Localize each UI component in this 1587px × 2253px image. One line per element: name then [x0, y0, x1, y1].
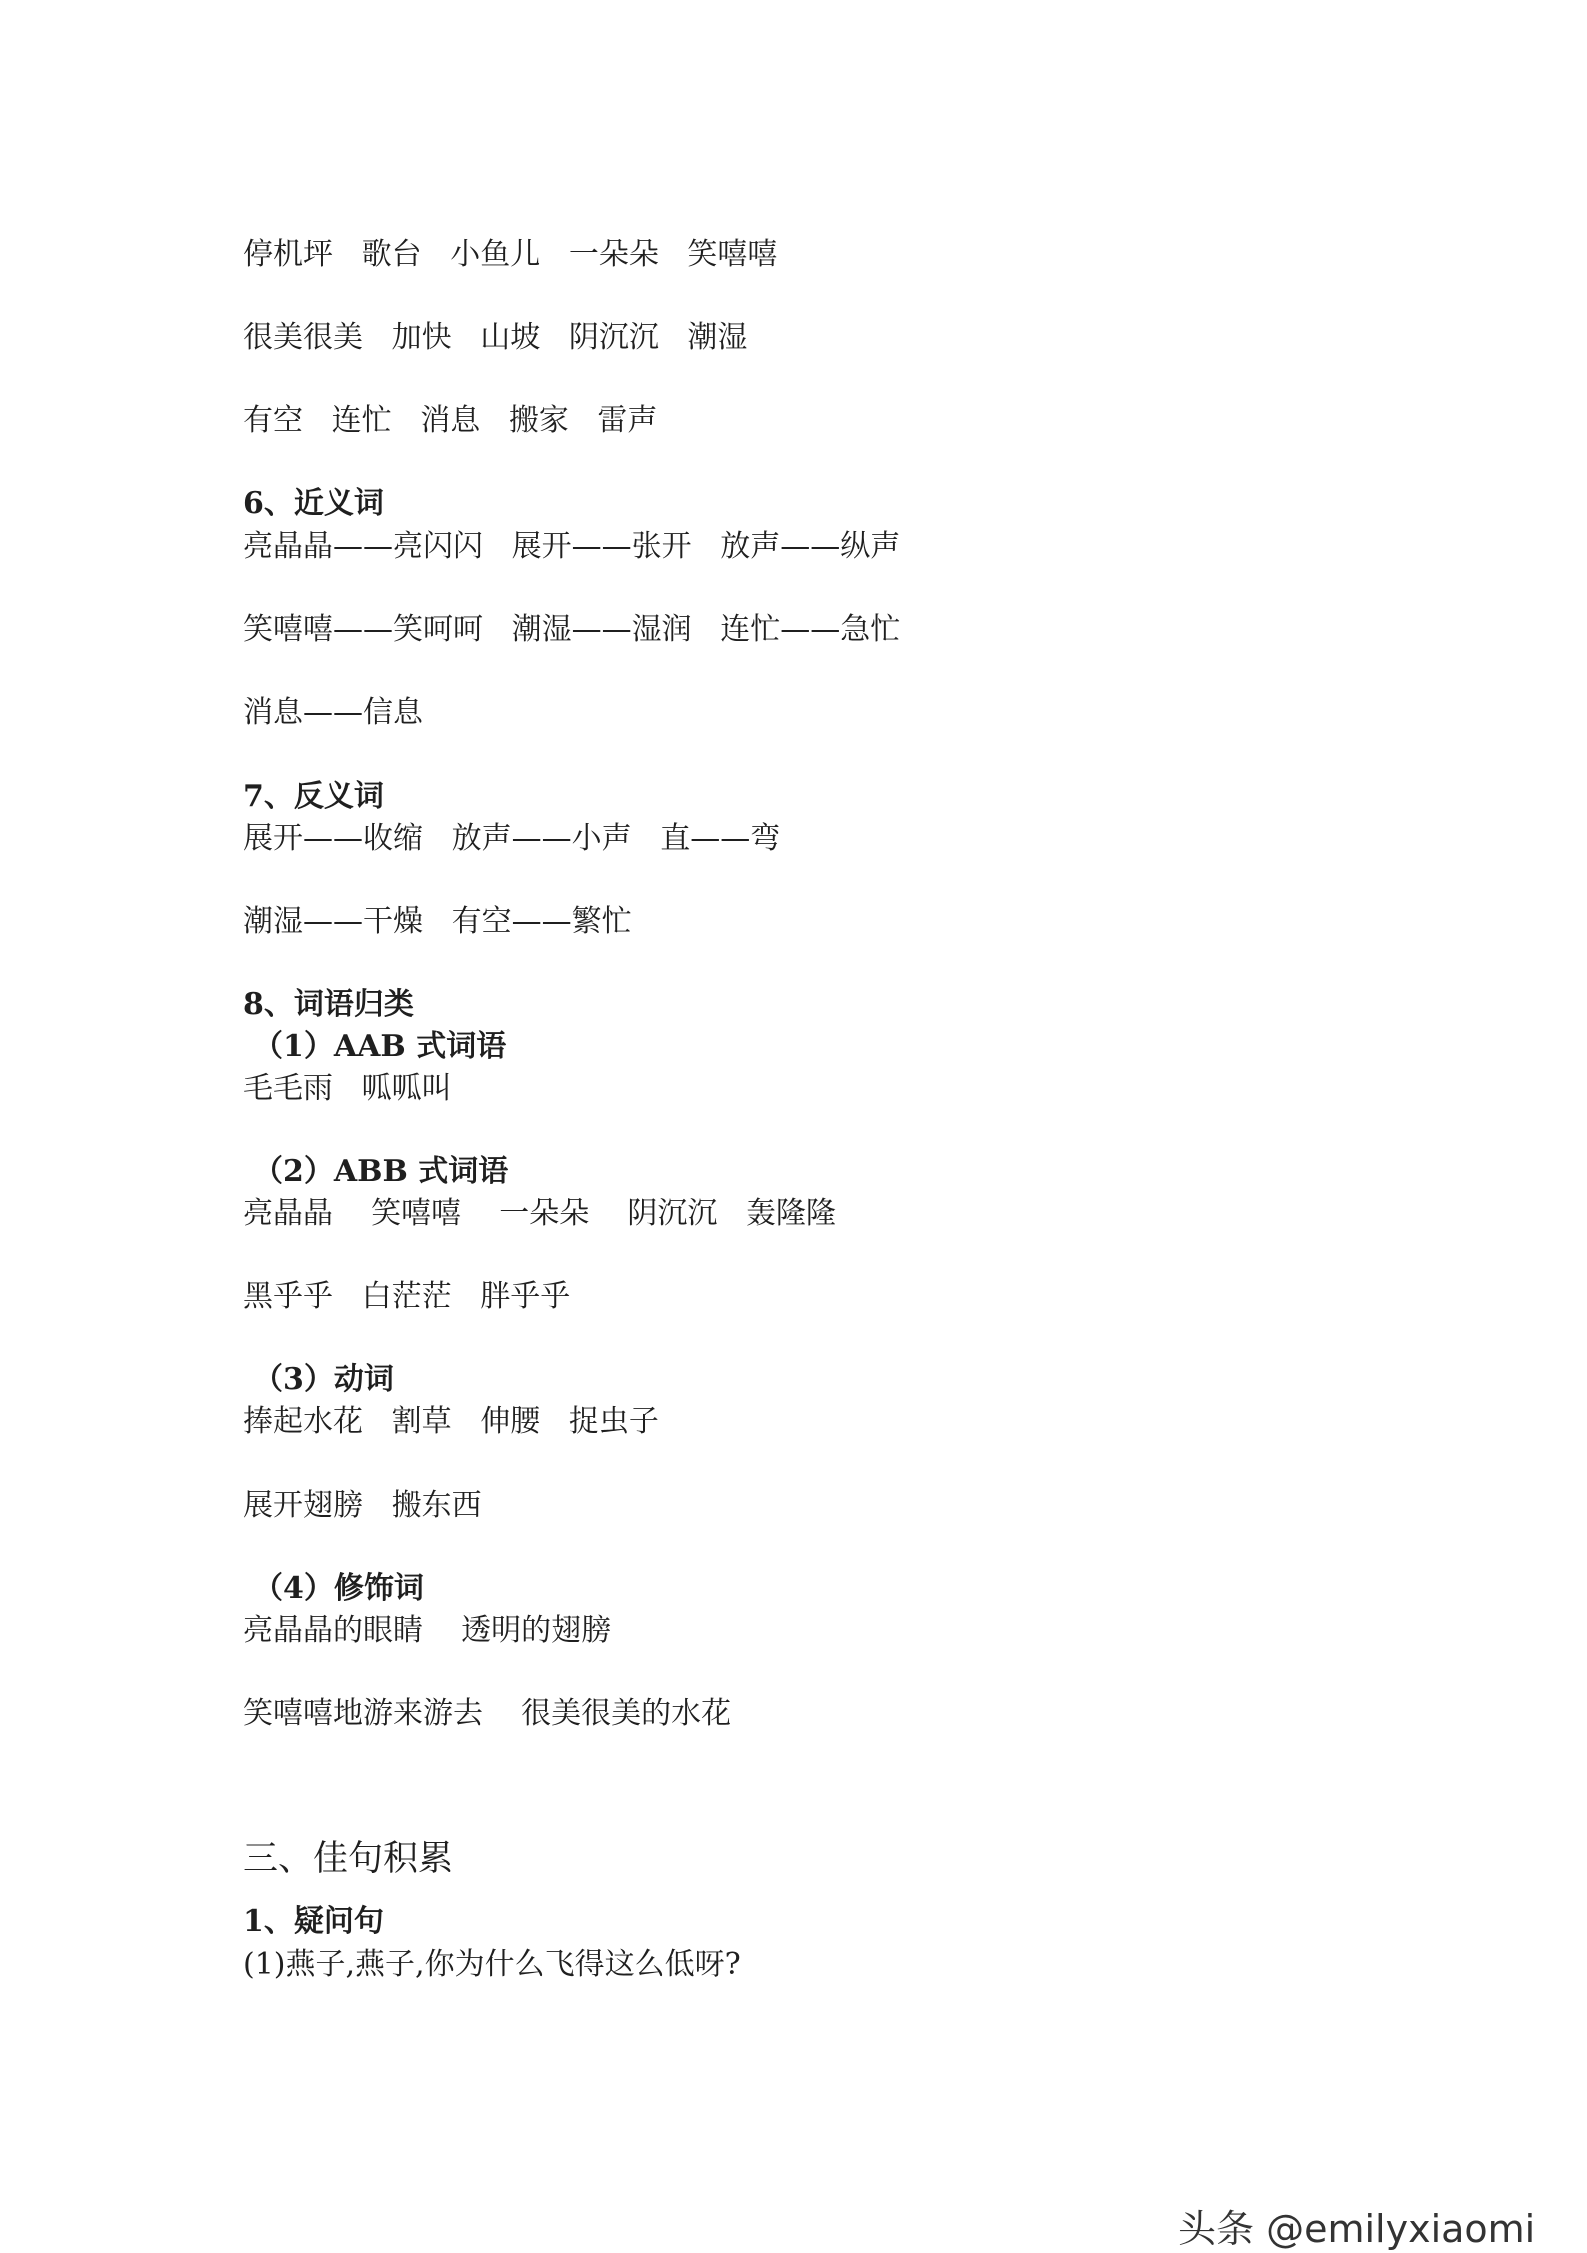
antonyms-heading: 7、反义词 — [243, 779, 384, 814]
word-line: 停机坪 歌台 小鱼儿 一朵朵 笑嘻嘻 — [243, 237, 778, 272]
synonym-line: 笑嘻嘻——笑呵呵 潮湿——湿润 连忙——急忙 — [243, 612, 901, 647]
antonym-line: 潮湿——干燥 有空——繁忙 — [243, 904, 632, 939]
word-line: 有空 连忙 消息 搬家 雷声 — [243, 403, 658, 438]
question-heading: 1、疑问句 — [243, 1904, 384, 1939]
synonyms-heading: 6、近义词 — [243, 486, 384, 521]
modifiers-line: 笑嘻嘻地游来游去 很美很美的水花 — [243, 1696, 732, 1731]
watermark-logo: 头条 @emilyxiaomi — [1178, 2207, 1536, 2251]
modifiers-heading: （4）修饰词 — [253, 1571, 424, 1606]
verbs-line: 捧起水花 割草 伸腰 捉虫子 — [243, 1404, 659, 1439]
classification-heading: 8、词语归类 — [243, 987, 414, 1022]
abb-line: 亮晶晶 笑嘻嘻 一朵朵 阴沉沉 轰隆隆 — [243, 1196, 837, 1231]
antonym-line: 展开——收缩 放声——小声 直——弯 — [243, 821, 781, 856]
synonym-line: 亮晶晶——亮闪闪 展开——张开 放声——纵声 — [243, 529, 901, 564]
aab-line: 毛毛雨 呱呱叫 — [243, 1071, 452, 1106]
question-line: (1)燕子,燕子,你为什么飞得这么低呀? — [243, 1947, 741, 1982]
aab-heading: （1）AAB 式词语 — [253, 1029, 507, 1064]
synonym-line: 消息——信息 — [243, 695, 423, 730]
word-line: 很美很美 加快 山坡 阴沉沉 潮湿 — [243, 320, 748, 355]
abb-line: 黑乎乎 白茫茫 胖乎乎 — [243, 1279, 571, 1314]
verbs-line: 展开翅膀 搬东西 — [243, 1488, 482, 1523]
abb-heading: （2）ABB 式词语 — [253, 1154, 509, 1189]
modifiers-line: 亮晶晶的眼睛 透明的翅膀 — [243, 1613, 612, 1648]
section-title: 三、佳句积累 — [243, 1839, 454, 1879]
verbs-heading: （3）动词 — [253, 1362, 394, 1397]
